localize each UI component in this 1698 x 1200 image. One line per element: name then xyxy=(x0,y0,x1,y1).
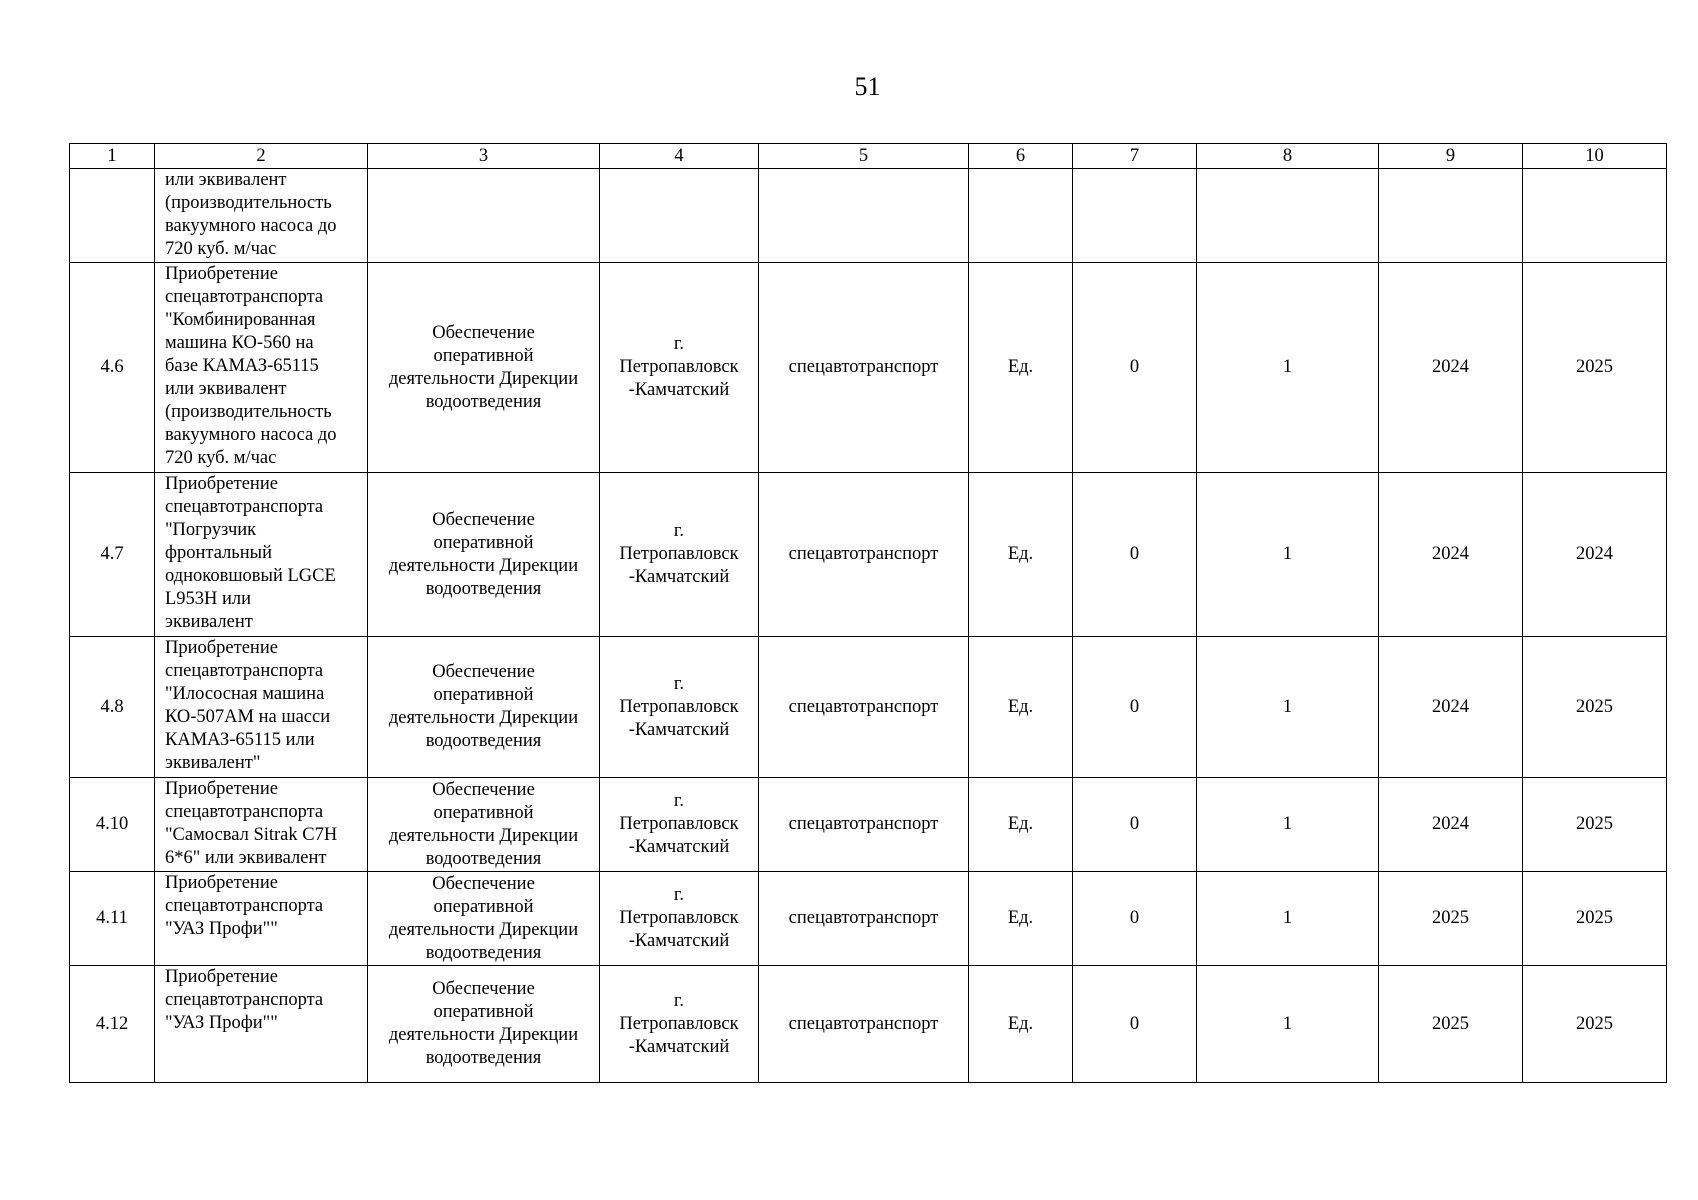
unit-cell: Ед. xyxy=(969,778,1073,872)
column-number-header: 3 xyxy=(368,144,600,169)
item-number-cell: 4.6 xyxy=(70,263,155,473)
location-text: г. Петропавловск -Камчатский xyxy=(619,673,739,740)
start-year-cell: 2024 xyxy=(1379,778,1523,872)
start-year-cell: 2024 xyxy=(1379,473,1523,637)
type-cell: спецавтотранспорт xyxy=(759,778,969,872)
unit-cell: Ед. xyxy=(969,473,1073,637)
item-name-cell xyxy=(155,872,368,966)
location-text: г. Петропавловск -Камчатский xyxy=(619,990,739,1057)
unit-cell: Ед. xyxy=(969,872,1073,966)
value-before-cell: 0 xyxy=(1073,637,1197,778)
unit-cell: Ед. xyxy=(969,263,1073,473)
item-number-cell: 4.8 xyxy=(70,637,155,778)
table-row xyxy=(70,169,1667,263)
purpose-cell xyxy=(368,872,600,966)
item-name-cell xyxy=(155,473,368,637)
value-after-cell: 1 xyxy=(1197,872,1379,966)
end-year-cell: 2025 xyxy=(1523,966,1667,1083)
table-row xyxy=(70,637,1667,778)
value-before-cell: 0 xyxy=(1073,263,1197,473)
location-text: г. Петропавловск -Камчатский xyxy=(619,521,739,587)
item-name-text: Приобретение спецавтотранспорта "Самосвал Sitrak C7H 6*6" или эквивалент xyxy=(165,779,338,868)
end-year-cell xyxy=(1523,169,1667,263)
column-number-header: 2 xyxy=(155,144,368,169)
unit-cell: Ед. xyxy=(969,637,1073,778)
item-name-cell xyxy=(155,263,368,473)
type-cell: спецавтотранспорт xyxy=(759,872,969,966)
investment-program-table xyxy=(69,143,1667,1083)
end-year-cell: 2025 xyxy=(1523,637,1667,778)
value-after-cell: 1 xyxy=(1197,473,1379,637)
location-cell xyxy=(600,637,759,778)
purpose-text: Обеспечение оперативной деятельности Дирекции водоотведения xyxy=(388,322,579,412)
location-text: г. Петропавловск -Камчатский xyxy=(619,885,739,951)
type-cell: спецавтотранспорт xyxy=(759,966,969,1083)
value-after-cell xyxy=(1197,169,1379,263)
column-number-header: 10 xyxy=(1523,144,1667,169)
item-name-cell xyxy=(155,778,368,872)
column-number-header: 4 xyxy=(600,144,759,169)
item-number-cell: 4.7 xyxy=(70,473,155,637)
table-row xyxy=(70,778,1667,872)
table-row xyxy=(70,872,1667,966)
purpose-text: Обеспечение оперативной деятельности Дирекции водоотведения xyxy=(388,779,579,869)
value-after-cell: 1 xyxy=(1197,637,1379,778)
start-year-cell: 2024 xyxy=(1379,263,1523,473)
start-year-cell xyxy=(1379,169,1523,263)
value-before-cell: 0 xyxy=(1073,872,1197,966)
column-number-header: 8 xyxy=(1197,144,1379,169)
location-cell xyxy=(600,473,759,637)
item-name-text: Приобретение спецавтотранспорта "Илососная машина КО-507АМ на шасси КАМАЗ-65115 или эквивалент" xyxy=(165,638,331,773)
type-cell xyxy=(759,169,969,263)
table-row xyxy=(70,263,1667,473)
end-year-cell: 2025 xyxy=(1523,263,1667,473)
location-cell xyxy=(600,966,759,1083)
column-number-header: 5 xyxy=(759,144,969,169)
column-number-header: 7 xyxy=(1073,144,1197,169)
item-name-cell xyxy=(155,169,368,263)
purpose-text: Обеспечение оперативной деятельности Дирекции водоотведения xyxy=(388,979,579,1068)
purpose-text: Обеспечение оперативной деятельности Дирекции водоотведения xyxy=(388,873,579,963)
column-number-row xyxy=(70,144,1667,169)
value-after-cell: 1 xyxy=(1197,263,1379,473)
end-year-cell: 2025 xyxy=(1523,872,1667,966)
purpose-text: Обеспечение оперативной деятельности Дирекции водоотведения xyxy=(388,662,579,751)
purpose-cell xyxy=(368,263,600,473)
item-name-text: Приобретение спецавтотранспорта "УАЗ Профи"" xyxy=(165,873,324,939)
item-name-text: Приобретение спецавтотранспорта "Комбинированная машина КО-560 на базе КАМАЗ-65115 или эквивалент (производительность вакуумного насоса до 720 куб. м/час xyxy=(165,264,337,468)
value-before-cell: 0 xyxy=(1073,473,1197,637)
item-number-cell: 4.11 xyxy=(70,872,155,966)
purpose-text: Обеспечение оперативной деятельности Дирекции водоотведения xyxy=(388,509,579,599)
item-number-cell: 4.10 xyxy=(70,778,155,872)
table-row xyxy=(70,966,1667,1083)
value-after-cell: 1 xyxy=(1197,778,1379,872)
value-before-cell: 0 xyxy=(1073,966,1197,1083)
unit-cell xyxy=(969,169,1073,263)
start-year-cell: 2024 xyxy=(1379,637,1523,778)
value-after-cell: 1 xyxy=(1197,966,1379,1083)
column-number-header: 9 xyxy=(1379,144,1523,169)
unit-cell: Ед. xyxy=(969,966,1073,1083)
item-name-cell xyxy=(155,966,368,1083)
item-name-text: Приобретение спецавтотранспорта "УАЗ Профи"" xyxy=(165,967,324,1033)
location-cell xyxy=(600,872,759,966)
item-number-cell xyxy=(70,169,155,263)
location-cell xyxy=(600,778,759,872)
value-before-cell xyxy=(1073,169,1197,263)
purpose-cell xyxy=(368,966,600,1083)
purpose-cell xyxy=(368,473,600,637)
start-year-cell: 2025 xyxy=(1379,966,1523,1083)
purpose-cell xyxy=(368,169,600,263)
type-cell: спецавтотранспорт xyxy=(759,263,969,473)
location-cell xyxy=(600,169,759,263)
page-number: 51 xyxy=(854,72,881,101)
type-cell: спецавтотранспорт xyxy=(759,473,969,637)
item-number-cell: 4.12 xyxy=(70,966,155,1083)
column-number-header: 1 xyxy=(70,144,155,169)
location-text: г. Петропавловск -Камчатский xyxy=(619,791,739,857)
item-name-cell xyxy=(155,637,368,778)
start-year-cell: 2025 xyxy=(1379,872,1523,966)
purpose-cell xyxy=(368,778,600,872)
purpose-cell xyxy=(368,637,600,778)
column-number-header: 6 xyxy=(969,144,1073,169)
location-text: г. Петропавловск -Камчатский xyxy=(619,334,739,400)
value-before-cell: 0 xyxy=(1073,778,1197,872)
end-year-cell: 2025 xyxy=(1523,778,1667,872)
item-name-text: или эквивалент (производительность вакуумного насоса до 720 куб. м/час xyxy=(165,170,337,259)
location-cell xyxy=(600,263,759,473)
end-year-cell: 2024 xyxy=(1523,473,1667,637)
table-row xyxy=(70,473,1667,637)
item-name-text: Приобретение спецавтотранспорта "Погрузчик фронтальный одноковшовый LGCE L953H или эквивалент xyxy=(165,474,336,632)
type-cell: спецавтотранспорт xyxy=(759,637,969,778)
